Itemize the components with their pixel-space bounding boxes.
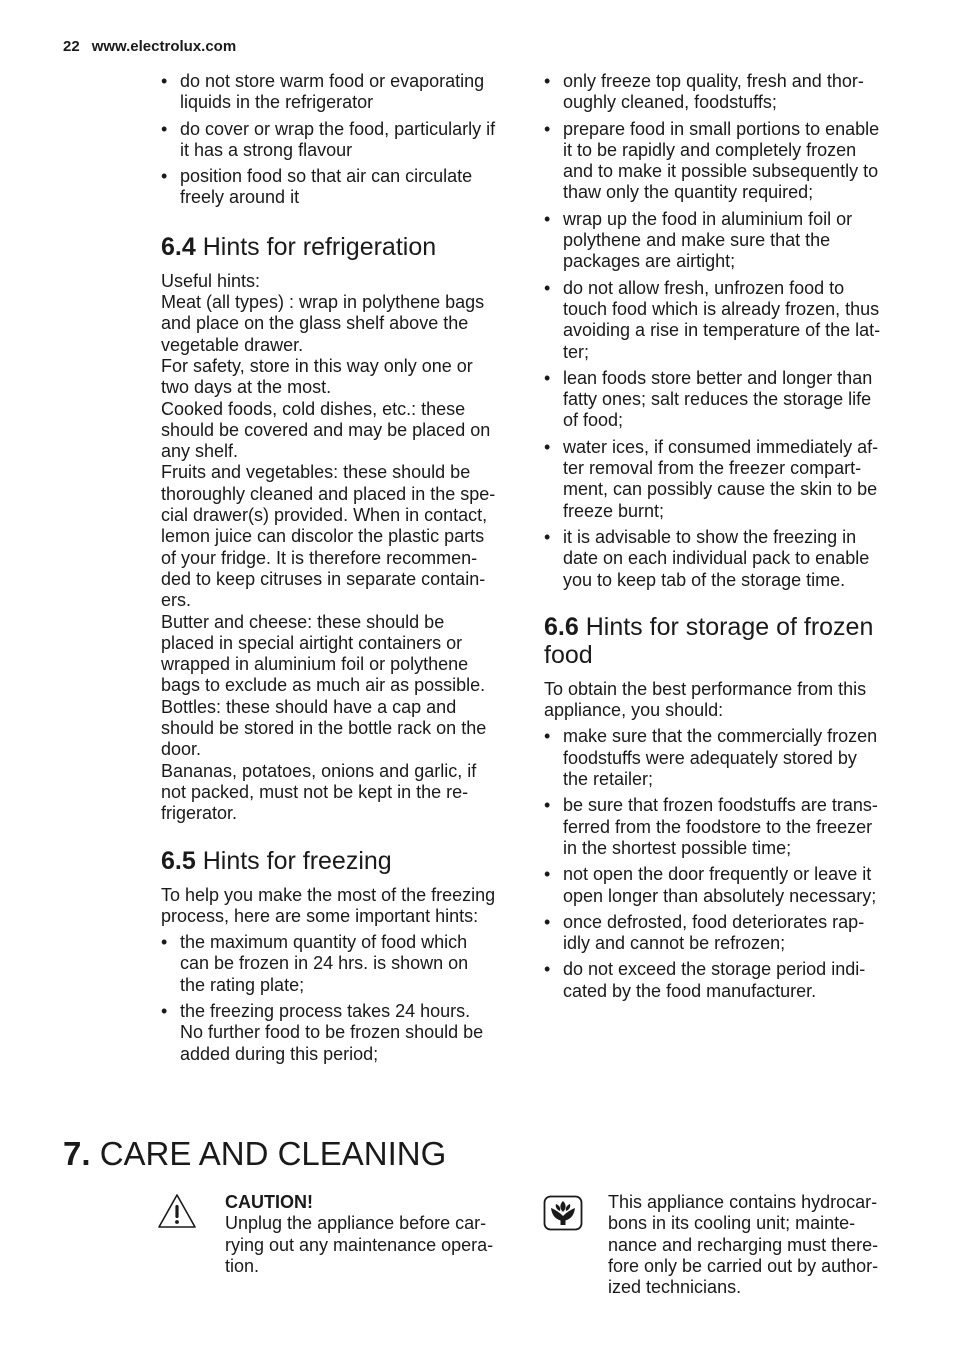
list-item: • prepare food in small portions to enable it to be rapidly and completely frozen and to make it possible subsequently to thaw only the quantity required; bbox=[544, 119, 894, 204]
chapter-title: CARE AND CLEANING bbox=[99, 1135, 447, 1172]
list-item: • water ices, if consumed immediately af- ter removal from the freezer compart- ment, can possibly cause the skin to be freeze burnt; bbox=[544, 437, 894, 522]
list-item: • once defrosted, food deteriorates rap- idly and cannot be refrozen; bbox=[544, 912, 894, 955]
page-number: 22 bbox=[63, 38, 80, 55]
page-header bbox=[63, 38, 236, 55]
caution-block bbox=[225, 1192, 515, 1277]
website-link[interactable]: www.electrolux.com bbox=[91, 38, 237, 55]
list-item: • be sure that frozen foodstuffs are trans- ferred from the foodstore to the freezer in the shortest possible time; bbox=[544, 795, 894, 859]
list-item: • the freezing process takes 24 hours. No further food to be frozen should be added during this period; bbox=[161, 1001, 511, 1065]
frozen-storage-intro-text: To obtain the best performance from this appliance, you should: bbox=[544, 678, 867, 721]
section-heading-6-5 bbox=[161, 847, 511, 875]
section-number: 6.6 bbox=[544, 612, 579, 641]
frozen-storage-list bbox=[544, 726, 894, 1002]
list-item: • position food so that air can circulate freely around it bbox=[161, 166, 511, 209]
chapter-number: 7. bbox=[63, 1135, 91, 1172]
environment-note-text: This appliance contains hydrocar- bons in its cooling unit; mainte- nance and recharging must there- fore only be carried out by author- ized technicians. bbox=[608, 1192, 879, 1298]
freezing-hints-continued-list bbox=[544, 71, 894, 591]
section-heading-6-4 bbox=[161, 233, 511, 261]
list-item: • not open the door frequently or leave it open longer than absolutely necessary; bbox=[544, 864, 894, 907]
section-title: Hints for freezing bbox=[202, 846, 392, 875]
list-item: • do not exceed the storage period indi- cated by the food manufacturer. bbox=[544, 959, 894, 1002]
list-item: • the maximum quantity of food which can be frozen in 24 hrs. is shown on the rating plate; bbox=[161, 932, 511, 996]
list-item: • do cover or wrap the food, particularly if it has a strong flavour bbox=[161, 119, 511, 162]
chapter-heading bbox=[63, 1135, 446, 1173]
warning-triangle-icon bbox=[157, 1193, 197, 1229]
section-heading-6-6 bbox=[544, 613, 894, 669]
list-item: • do not store warm food or evaporating liquids in the refrigerator bbox=[161, 71, 511, 114]
freezing-intro-text: To help you make the most of the freezing process, here are some important hints: bbox=[161, 884, 496, 926]
list-item: • it is advisable to show the freezing in date on each individual pack to enable you to keep tab of the storage time. bbox=[544, 527, 894, 591]
list-item: • wrap up the food in aluminium foil or polythene and make sure that the packages are airtight; bbox=[544, 209, 894, 273]
caution-title: CAUTION! bbox=[225, 1192, 313, 1212]
section-title: Hints for refrigeration bbox=[202, 232, 437, 261]
caution-text: Unplug the appliance before car- rying out any maintenance opera- tion. bbox=[225, 1213, 494, 1276]
list-item: • lean foods store better and longer than fatty ones; salt reduces the storage life of food; bbox=[544, 368, 894, 432]
section-number: 6.5 bbox=[161, 846, 196, 875]
section-title: Hints for storage of frozen food bbox=[544, 612, 874, 669]
section-number: 6.4 bbox=[161, 232, 196, 261]
left-column bbox=[161, 71, 511, 1070]
intro-list bbox=[161, 71, 511, 209]
list-item: • do not allow fresh, unfrozen food to touch food which is already frozen, thus avoiding a rise in temperature of the lat- ter; bbox=[544, 278, 894, 363]
list-item: • make sure that the commercially frozen foodstuffs were adequately stored by the retailer; bbox=[544, 726, 894, 790]
right-column bbox=[544, 71, 894, 1007]
list-item: • only freeze top quality, fresh and thor- oughly cleaned, foodstuffs; bbox=[544, 71, 894, 114]
refrigeration-hints-text: Useful hints: Meat (all types) : wrap in polythene bags and place on the glass shelf above the vegetable drawer. For safety, store in this way only one or two days at the most. Cooked foods, cold dishes, etc.: these should be covered and may be placed on any shelf. Fruits and vegetables: these should be thoroughly cleaned and placed in the spe- cial drawer(s) provided. When in contact, lemon juice can discolor the plastic parts of your fridge. It is therefore recommen- ded to keep citruses in separate contain- ers. Butter and cheese: these should be placed in special airtight containers or wrapped in aluminium foil or polythene bags to exclude as much air as possible. Bottles: these should have a cap and should be stored in the bottle rack on the door. Bananas, potatoes, onions and garlic, if not packed, must not be kept in the re- frigerator. bbox=[161, 270, 496, 824]
freezing-hints-list bbox=[161, 932, 511, 1065]
environment-icon bbox=[543, 1195, 583, 1231]
